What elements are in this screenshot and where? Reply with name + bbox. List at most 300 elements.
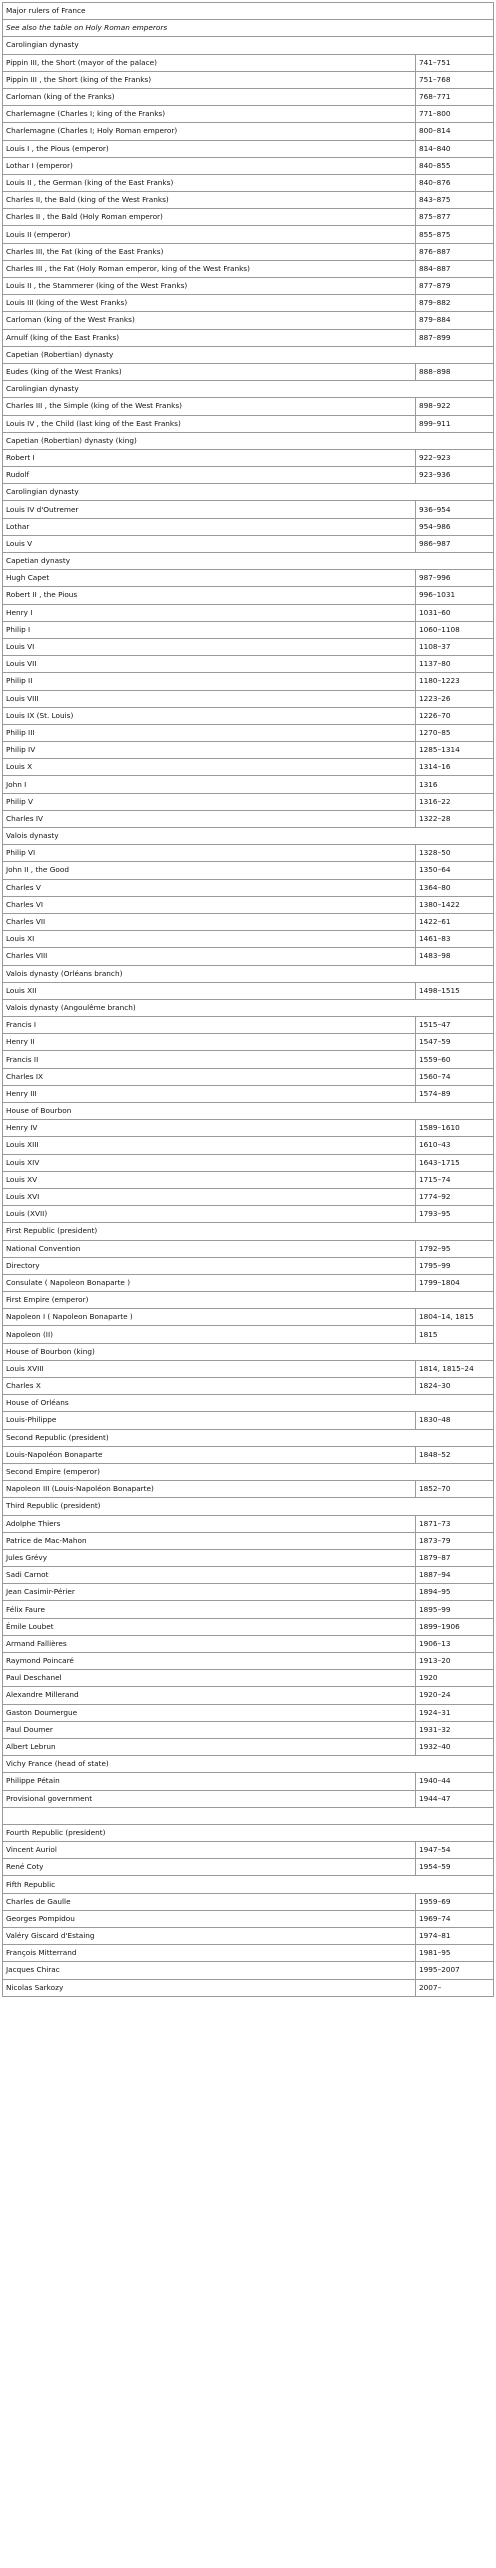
section-header: Carolingian dynasty <box>3 484 494 501</box>
ruler-row <box>3 467 494 484</box>
ruler-row <box>3 1137 494 1154</box>
ruler-name: Louis XV <box>3 1171 416 1188</box>
ruler-name: François Mitterrand <box>3 1945 416 1962</box>
ruler-row <box>3 518 494 535</box>
table-title: Major rulers of France <box>3 3 494 20</box>
reign-years: 1322–28 <box>416 810 494 827</box>
ruler-name: Louis VIII <box>3 690 416 707</box>
ruler-row <box>3 1017 494 1034</box>
reign-years: 1815 <box>416 1326 494 1343</box>
reign-years: 1180–1223 <box>416 673 494 690</box>
reign-years: 1995–2007 <box>416 1962 494 1979</box>
section-header: Second Empire (emperor) <box>3 1463 494 1480</box>
reign-years: 1226–70 <box>416 707 494 724</box>
ruler-row <box>3 312 494 329</box>
ruler-row <box>3 1257 494 1274</box>
reign-years: 1498–1515 <box>416 982 494 999</box>
ruler-name: Louis V <box>3 535 416 552</box>
ruler-row <box>3 260 494 277</box>
section-header: Capetian dynasty <box>3 553 494 570</box>
ruler-name: Charles VI <box>3 896 416 913</box>
ruler-name: Louis VII <box>3 656 416 673</box>
section-header-row <box>3 1343 494 1360</box>
section-header: Fifth Republic <box>3 1876 494 1893</box>
ruler-row <box>3 1928 494 1945</box>
ruler-row <box>3 707 494 724</box>
section-header-row <box>3 37 494 54</box>
ruler-row <box>3 656 494 673</box>
reign-years: 1316 <box>416 776 494 793</box>
reign-years: 1969–74 <box>416 1910 494 1927</box>
reign-years: 1974–81 <box>416 1928 494 1945</box>
section-header-row <box>3 381 494 398</box>
ruler-row <box>3 1154 494 1171</box>
ruler-row <box>3 1773 494 1790</box>
section-header-row <box>3 553 494 570</box>
ruler-name: Louis XIV <box>3 1154 416 1171</box>
reign-years: 843–875 <box>416 192 494 209</box>
reign-years: 1643–1715 <box>416 1154 494 1171</box>
ruler-name: Lothar <box>3 518 416 535</box>
ruler-name: Paul Deschanel <box>3 1670 416 1687</box>
reign-years: 1559–60 <box>416 1051 494 1068</box>
section-header: Valois dynasty <box>3 828 494 845</box>
reign-years: 1895–99 <box>416 1601 494 1618</box>
ruler-name: Henry II <box>3 1034 416 1051</box>
section-header: First Republic (president) <box>3 1223 494 1240</box>
ruler-row <box>3 1481 494 1498</box>
ruler-row <box>3 587 494 604</box>
ruler-row <box>3 1635 494 1652</box>
reign-years: 1316–22 <box>416 793 494 810</box>
ruler-name: John I <box>3 776 416 793</box>
ruler-name: Jacques Chirac <box>3 1962 416 1979</box>
reign-years: 1848–52 <box>416 1446 494 1463</box>
ruler-row <box>3 1979 494 1996</box>
ruler-name: Robert II , the Pious <box>3 587 416 604</box>
section-header-row <box>3 1103 494 1120</box>
section-header-row <box>3 1498 494 1515</box>
ruler-name: Louis-Philippe <box>3 1412 416 1429</box>
section-header: House of Bourbon <box>3 1103 494 1120</box>
ruler-row <box>3 776 494 793</box>
ruler-row <box>3 1910 494 1927</box>
reign-years: 1350–64 <box>416 862 494 879</box>
section-header-row <box>3 1876 494 1893</box>
ruler-name: Charles VII <box>3 913 416 930</box>
ruler-name: Lothar I (emperor) <box>3 157 416 174</box>
section-header-row <box>3 1429 494 1446</box>
reign-years: 877–879 <box>416 278 494 295</box>
ruler-row <box>3 1171 494 1188</box>
ruler-name: Napoleon I ( Napoleon Bonaparte ) <box>3 1309 416 1326</box>
ruler-row <box>3 1738 494 1755</box>
ruler-row <box>3 1790 494 1807</box>
section-header-row <box>3 1395 494 1412</box>
ruler-name: Raymond Poincaré <box>3 1653 416 1670</box>
reign-years: 884–887 <box>416 260 494 277</box>
reign-years: 1223–26 <box>416 690 494 707</box>
ruler-name: Consulate ( Napoleon Bonaparte ) <box>3 1274 416 1291</box>
section-header-row <box>3 432 494 449</box>
reign-years: 1894–95 <box>416 1584 494 1601</box>
ruler-name: Eudes (king of the West Franks) <box>3 363 416 380</box>
ruler-row <box>3 88 494 105</box>
ruler-name: Alexandre Millerand <box>3 1687 416 1704</box>
reign-years: 1795–99 <box>416 1257 494 1274</box>
ruler-row <box>3 1085 494 1102</box>
section-header: House of Bourbon (king) <box>3 1343 494 1360</box>
blank-row <box>3 1807 494 1824</box>
ruler-name: Carloman (king of the Franks) <box>3 88 416 105</box>
ruler-name: Félix Faure <box>3 1601 416 1618</box>
reign-years: 751–768 <box>416 71 494 88</box>
ruler-row <box>3 673 494 690</box>
ruler-name: Charlemagne (Charles I; Holy Roman emperor) <box>3 123 416 140</box>
reign-years: 1830–48 <box>416 1412 494 1429</box>
ruler-name: Georges Pompidou <box>3 1910 416 1927</box>
reign-years: 1589–1610 <box>416 1120 494 1137</box>
section-header: Capetian (Robertian) dynasty (king) <box>3 432 494 449</box>
ruler-name: Francis I <box>3 1017 416 1034</box>
ruler-name: National Convention <box>3 1240 416 1257</box>
ruler-row <box>3 535 494 552</box>
ruler-name: Charles de Gaulle <box>3 1893 416 1910</box>
ruler-row <box>3 1549 494 1566</box>
ruler-name: Napoleon (II) <box>3 1326 416 1343</box>
ruler-name: Pippin III, the Short (mayor of the palace) <box>3 54 416 71</box>
section-header-row <box>3 1223 494 1240</box>
ruler-name: Louis-Napoléon Bonaparte <box>3 1446 416 1463</box>
section-header: Vichy France (head of state) <box>3 1756 494 1773</box>
ruler-row <box>3 1962 494 1979</box>
reign-years: 1924–31 <box>416 1704 494 1721</box>
ruler-name: Henry III <box>3 1085 416 1102</box>
ruler-name: Arnulf (king of the East Franks) <box>3 329 416 346</box>
ruler-name: Charles IX <box>3 1068 416 1085</box>
ruler-row <box>3 398 494 415</box>
ruler-row <box>3 174 494 191</box>
ruler-row <box>3 106 494 123</box>
ruler-name: Henry IV <box>3 1120 416 1137</box>
reign-years: 1920–24 <box>416 1687 494 1704</box>
ruler-name: Charles VIII <box>3 948 416 965</box>
reign-years: 1944–47 <box>416 1790 494 1807</box>
ruler-name: Jean Casimir-Périer <box>3 1584 416 1601</box>
ruler-row <box>3 931 494 948</box>
ruler-row <box>3 1704 494 1721</box>
ruler-name: Valéry Giscard d'Estaing <box>3 1928 416 1945</box>
ruler-name: Francis II <box>3 1051 416 1068</box>
ruler-name: Adolphe Thiers <box>3 1515 416 1532</box>
ruler-row <box>3 501 494 518</box>
ruler-name: Albert Lebrun <box>3 1738 416 1755</box>
section-header: Second Republic (president) <box>3 1429 494 1446</box>
reign-years: 771–800 <box>416 106 494 123</box>
blank-cell <box>3 1807 494 1824</box>
ruler-row <box>3 793 494 810</box>
section-header: Third Republic (president) <box>3 1498 494 1515</box>
ruler-name: Philip V <box>3 793 416 810</box>
ruler-row <box>3 604 494 621</box>
reign-years: 1852–70 <box>416 1481 494 1498</box>
ruler-row <box>3 1618 494 1635</box>
ruler-row <box>3 982 494 999</box>
ruler-name: Philip IV <box>3 742 416 759</box>
section-header: Valois dynasty (Orléans branch) <box>3 965 494 982</box>
reign-years: 1422–61 <box>416 913 494 930</box>
reign-years: 1328–50 <box>416 845 494 862</box>
reign-years: 1774–92 <box>416 1188 494 1205</box>
ruler-name: Philip II <box>3 673 416 690</box>
section-header: Carolingian dynasty <box>3 381 494 398</box>
ruler-row <box>3 690 494 707</box>
section-header-row <box>3 484 494 501</box>
ruler-name: Louis XIII <box>3 1137 416 1154</box>
reign-years: 888–898 <box>416 363 494 380</box>
ruler-row <box>3 1274 494 1291</box>
reign-years: 1887–94 <box>416 1567 494 1584</box>
ruler-row <box>3 1584 494 1601</box>
ruler-row <box>3 1687 494 1704</box>
ruler-row <box>3 621 494 638</box>
ruler-row <box>3 638 494 655</box>
section-header-row <box>3 346 494 363</box>
reign-years: 1931–32 <box>416 1721 494 1738</box>
ruler-row <box>3 1893 494 1910</box>
rulers-table <box>2 2 494 1997</box>
ruler-name: Louis (XVII) <box>3 1206 416 1223</box>
reign-years: 1873–79 <box>416 1532 494 1549</box>
ruler-row <box>3 449 494 466</box>
ruler-row <box>3 1532 494 1549</box>
reign-years: 1804–14, 1815 <box>416 1309 494 1326</box>
ruler-name: Directory <box>3 1257 416 1274</box>
section-header: First Empire (emperor) <box>3 1292 494 1309</box>
ruler-row <box>3 1446 494 1463</box>
rulers-table-body <box>3 3 494 1997</box>
section-header: Valois dynasty (Angoulême branch) <box>3 999 494 1016</box>
ruler-row <box>3 123 494 140</box>
ruler-row <box>3 896 494 913</box>
reign-years: 768–771 <box>416 88 494 105</box>
reign-years: 1547–59 <box>416 1034 494 1051</box>
section-header-row <box>3 1463 494 1480</box>
ruler-name: Jules Grévy <box>3 1549 416 1566</box>
ruler-row <box>3 1945 494 1962</box>
ruler-name: Louis II , the German (king of the East Franks) <box>3 174 416 191</box>
ruler-name: Philip III <box>3 724 416 741</box>
reign-years: 1108–37 <box>416 638 494 655</box>
reign-years: 1461–83 <box>416 931 494 948</box>
ruler-row <box>3 1051 494 1068</box>
ruler-name: Robert I <box>3 449 416 466</box>
ruler-row <box>3 1068 494 1085</box>
ruler-row <box>3 71 494 88</box>
ruler-row <box>3 1378 494 1395</box>
reign-years: 1981–95 <box>416 1945 494 1962</box>
ruler-name: Charlemagne (Charles I; king of the Franks) <box>3 106 416 123</box>
ruler-name: Napoleon III (Louis-Napoléon Bonaparte) <box>3 1481 416 1498</box>
reign-years: 1799–1804 <box>416 1274 494 1291</box>
reign-years: 879–884 <box>416 312 494 329</box>
ruler-row <box>3 1842 494 1859</box>
ruler-name: Philip VI <box>3 845 416 862</box>
ruler-row <box>3 1601 494 1618</box>
ruler-row <box>3 845 494 862</box>
ruler-row <box>3 1120 494 1137</box>
ruler-name: René Coty <box>3 1859 416 1876</box>
ruler-name: Charles V <box>3 879 416 896</box>
ruler-name: Louis II , the Stammerer (king of the West Franks) <box>3 278 416 295</box>
ruler-name: Pippin III , the Short (king of the Franks) <box>3 71 416 88</box>
ruler-name: Philippe Pétain <box>3 1773 416 1790</box>
ruler-name: Louis IV , the Child (last king of the East Franks) <box>3 415 416 432</box>
reign-years: 986–987 <box>416 535 494 552</box>
see-also-note: See also the table on Holy Roman emperors <box>3 20 494 37</box>
ruler-row <box>3 1240 494 1257</box>
ruler-name: Gaston Doumergue <box>3 1704 416 1721</box>
reign-years: 876–887 <box>416 243 494 260</box>
reign-years: 1913–20 <box>416 1653 494 1670</box>
reign-years: 1793–95 <box>416 1206 494 1223</box>
reign-years: 1314–16 <box>416 759 494 776</box>
reign-years: 898–922 <box>416 398 494 415</box>
ruler-row <box>3 570 494 587</box>
ruler-row <box>3 363 494 380</box>
ruler-row <box>3 226 494 243</box>
table-note-row <box>3 20 494 37</box>
reign-years: 887–899 <box>416 329 494 346</box>
reign-years: 1270–85 <box>416 724 494 741</box>
ruler-name: Hugh Capet <box>3 570 416 587</box>
reign-years: 936–954 <box>416 501 494 518</box>
reign-years: 1959–69 <box>416 1893 494 1910</box>
reign-years: 922–923 <box>416 449 494 466</box>
reign-years: 1515–47 <box>416 1017 494 1034</box>
ruler-name: Rudolf <box>3 467 416 484</box>
ruler-row <box>3 54 494 71</box>
ruler-name: Louis VI <box>3 638 416 655</box>
ruler-name: Paul Doumer <box>3 1721 416 1738</box>
reign-years: 1792–95 <box>416 1240 494 1257</box>
ruler-row <box>3 810 494 827</box>
ruler-row <box>3 329 494 346</box>
ruler-row <box>3 759 494 776</box>
ruler-row <box>3 1653 494 1670</box>
ruler-name: Charles III, the Fat (king of the East Franks) <box>3 243 416 260</box>
ruler-name: Armand Fallières <box>3 1635 416 1652</box>
ruler-name: Louis X <box>3 759 416 776</box>
ruler-row <box>3 879 494 896</box>
ruler-name: Louis XI <box>3 931 416 948</box>
ruler-name: Louis XII <box>3 982 416 999</box>
reign-years: 800–814 <box>416 123 494 140</box>
reign-years: 1954–59 <box>416 1859 494 1876</box>
reign-years: 1879–87 <box>416 1549 494 1566</box>
reign-years: 1031–60 <box>416 604 494 621</box>
ruler-row <box>3 862 494 879</box>
ruler-row <box>3 1309 494 1326</box>
reign-years: 996–1031 <box>416 587 494 604</box>
ruler-name: Charles IV <box>3 810 416 827</box>
reign-years: 1060–1108 <box>416 621 494 638</box>
reign-years: 1906–13 <box>416 1635 494 1652</box>
ruler-row <box>3 1412 494 1429</box>
section-header: House of Orléans <box>3 1395 494 1412</box>
reign-years: 741–751 <box>416 54 494 71</box>
reign-years: 923–936 <box>416 467 494 484</box>
ruler-name: Charles X <box>3 1378 416 1395</box>
section-header: Fourth Republic (president) <box>3 1824 494 1841</box>
reign-years: 1560–74 <box>416 1068 494 1085</box>
reign-years: 1920 <box>416 1670 494 1687</box>
ruler-name: Louis IX (St. Louis) <box>3 707 416 724</box>
section-header-row <box>3 828 494 845</box>
ruler-name: Louis IV d'Outremer <box>3 501 416 518</box>
ruler-row <box>3 1567 494 1584</box>
ruler-row <box>3 1859 494 1876</box>
ruler-name: Philip I <box>3 621 416 638</box>
reign-years: 987–996 <box>416 570 494 587</box>
ruler-row <box>3 1670 494 1687</box>
ruler-row <box>3 209 494 226</box>
reign-years: 2007– <box>416 1979 494 1996</box>
ruler-row <box>3 278 494 295</box>
ruler-row <box>3 140 494 157</box>
reign-years: 1715–74 <box>416 1171 494 1188</box>
reign-years: 1932–40 <box>416 1738 494 1755</box>
reign-years: 1824–30 <box>416 1378 494 1395</box>
ruler-row <box>3 1206 494 1223</box>
reign-years: 1364–80 <box>416 879 494 896</box>
ruler-name: Charles II, the Bald (king of the West Franks) <box>3 192 416 209</box>
section-header-row <box>3 965 494 982</box>
ruler-name: Louis XVI <box>3 1188 416 1205</box>
ruler-name: Émile Loubet <box>3 1618 416 1635</box>
section-header-row <box>3 1756 494 1773</box>
ruler-name: Provisional government <box>3 1790 416 1807</box>
ruler-row <box>3 192 494 209</box>
reign-years: 1947–54 <box>416 1842 494 1859</box>
ruler-row <box>3 157 494 174</box>
reign-years: 840–876 <box>416 174 494 191</box>
ruler-name: Carloman (king of the West Franks) <box>3 312 416 329</box>
ruler-row <box>3 1326 494 1343</box>
ruler-name: Louis XVIII <box>3 1360 416 1377</box>
ruler-row <box>3 742 494 759</box>
reign-years: 855–875 <box>416 226 494 243</box>
ruler-name: Louis III (king of the West Franks) <box>3 295 416 312</box>
section-header-row <box>3 1292 494 1309</box>
ruler-name: Vincent Auriol <box>3 1842 416 1859</box>
reign-years: 1574–89 <box>416 1085 494 1102</box>
ruler-name: Patrice de Mac-Mahon <box>3 1532 416 1549</box>
section-header-row <box>3 999 494 1016</box>
reign-years: 899–911 <box>416 415 494 432</box>
ruler-row <box>3 243 494 260</box>
reign-years: 1814, 1815–24 <box>416 1360 494 1377</box>
reign-years: 814–840 <box>416 140 494 157</box>
section-header: Capetian (Robertian) dynasty <box>3 346 494 363</box>
ruler-name: Nicolas Sarkozy <box>3 1979 416 1996</box>
reign-years: 1899–1906 <box>416 1618 494 1635</box>
reign-years: 1483–98 <box>416 948 494 965</box>
ruler-row <box>3 913 494 930</box>
ruler-name: Louis I , the Pious (emperor) <box>3 140 416 157</box>
reign-years: 1871–73 <box>416 1515 494 1532</box>
reign-years: 875–877 <box>416 209 494 226</box>
